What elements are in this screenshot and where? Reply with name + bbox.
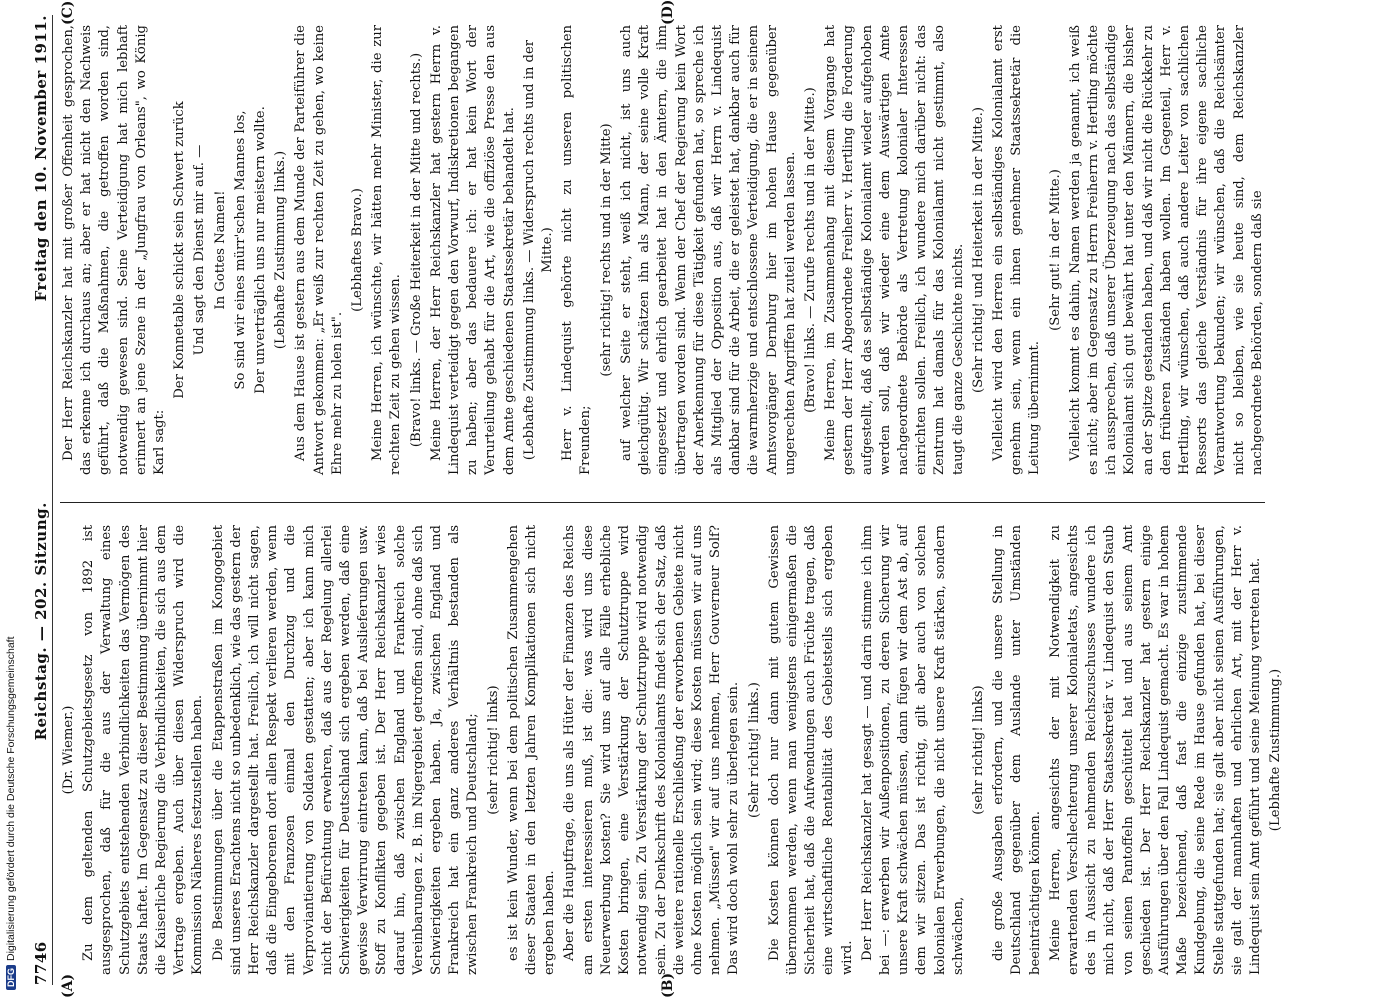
paragraph: In Gottes Namen! [212,190,228,310]
rotated-page-content [20,0,1290,1000]
paragraph: die große Ausgaben erfordern, und die unsere Stellung in Deutschland gegenüber dem Auslande unter Umständen beeinträchtigen können. [991,525,1043,975]
margin-marker-c: (C) [60,0,76,25]
paragraph: Der Herr Reichskanzler hat mit großer Offenheit gesprochen, das erkenne ich durchaus an; aber er hat nicht den Nachweis geführt, daß die Maßnahmen, die getroffen worden sind, notwendig gewesen sind. Seine Verteidigung hat mich lebhaft erinnert an jene Szene in der „Jungfrau von Orleans", wo König Karl sagt: [61,25,168,475]
paragraph: (Lebhaftes Bravo.) [350,188,366,312]
paragraph: (sehr richtig! links) [485,685,501,815]
paragraph: Der Herr Reichskanzler hat gesagt — und darin stimme ich ihm bei —: erwerben wir Außenpositionen, zu deren Sicherung wir unsere Kraft schwächen müssen, dann fügen wir dem Ast ab, auf dem wir sitzen. Das ist richtig, gilt aber auch von solchen kolonialen Erwerbungen, die nicht unsere Kraft stärken, sondern schwächen, [859,525,966,975]
paragraph: (Dr. Wiemer.) [61,705,76,795]
paragraph: (Sehr richtig! links.) [746,682,762,818]
margin-marker-b: (B) [660,972,676,998]
paragraph: Meine Herren, im Zusammenhang mit diesem Vorgange hat gestern der Herr Abgeordnete Freiherr v. Hertling die Forderung aufgestellt, daß das selbständige Kolonialamt wieder aufgehoben werden soll, daß wir wieder eine dem Auswärtigen Amte nachgeordnete Behörde als Vertretung kolonialer Interessen einrichten sollen. Freilich, ich wundere mich darüber nicht: das Zentrum hat damals für das Kolonialamt nicht gestimmt, also taugt die ganze Geschichte nichts. [823,25,966,475]
paragraph: Aus dem Hause ist gestern aus dem Munde der Parteiführer die Antwort gekommen: „Er weiß zur rechten Zeit zu gehen, wo keine Ehre mehr zu holen ist". [293,25,345,475]
paragraph: Meine Herren, angesichts der mit Notwendigkeit zu erwartenden Verschlechterung unserer Kolonialetats, angesichts des in Aussicht zu nehmenden Reichszuschusses wundere ich mich nicht, daß der Herr Staatssekretär v. Lindequist den Staub von seinen Pantoffeln geschüttelt hat und aus seinem Amt geschieden ist. Der Herr Reichskanzler hat gestern einige Ausführungen über den Fall Lindequist gemacht. Es war in hohem Maße bezeichnend, daß fast die einzige zustimmende Kundgebung, die seine Rede im Hause gefunden hat, bei dieser Stelle stattgefunden hat; sie galt aber nicht seinen Ausführungen, sie galt der mannhaften und ehrlichen Art, mit der Herr v. Lindequist sein Amt geführt und seine Meinung vertreten hat. [1047,525,1263,975]
paragraph: (Lebhafte Zustimmung.) [1268,668,1284,832]
paragraph: Meine Herren, ich wünschte, wir hätten mehr Minister, die zur rechten Zeit zu gehen wissen. [370,25,404,475]
right-column [60,25,1269,475]
paragraph: Der unverträglich uns nur meistern wollte. [253,106,269,394]
paragraph: So sind wir eines mürr'schen Mannes los, [232,110,248,390]
paragraph: (Sehr gut! in der Mitte.) [1047,169,1063,331]
paragraph: Vielleicht kommt es dahin, Namen werden ja genannt, ich weiß es nicht; aber im Gegensatz zu Herrn Freiherrn v. Hertling möchte ich aussprechen, daß unserer Überzeugung nach das selbständige Kolonialamt sich gut bewährt hat unter den Männern, die bisher an der Spitze gestanden haben, und daß wir nicht die Rückkehr zu den früheren Zuständen haben wollen. Im Gegenteil, Herr v. Hertling, wir wünschen, daß auch andere Leiter von sachlichen Ressorts das gleiche Verständnis für ihre eigene sachliche Verantwortung bekunden; wir wünschen, daß die Reichsämter nicht so bleiben, wie sie heute sind, dem Reichskanzler nachgeordnete Behörden, sondern daß sie [1067,25,1265,475]
digitization-credit [4,600,18,990]
session-title: Reichstag. — 202. Sitzung. [32,502,50,741]
left-column [60,525,1287,975]
paragraph: (Bravo! links. — Zurufe rechts und in der Mitte.) [802,87,818,413]
paragraph: Der Konnetable schickt sein Schwert zurück [172,101,188,399]
paragraph: (Bravo! links. — Große Heiterkeit in der Mitte und rechts.) [408,52,424,448]
paragraph: Meine Herren, der Herr Reichskanzler hat gestern Herrn v. Lindequist verteidigt gegen den Vorwurf, Indiskretionen begangen zu haben; aber das bedauere ich: er hat kein Wort der Verurteilung gehabt für die Art, wie die offiziöse Presse den aus dem Amte geschiedenen Staatssekretär behandelt hat. [428,25,517,475]
paragraph: (Lebhafte Zustimmung links.) [273,150,289,350]
paragraph: (sehr richtig! links) [970,685,986,815]
paragraph: Herr v. Lindequist gehörte nicht zu unseren politischen Freunden; [560,25,594,475]
page-header [30,15,53,985]
paragraph: Die Kosten können doch nur dann mit gutem Gewissen übernommen werden, wenn man wenigstens einigermaßen die Sicherheit hat, daß die Aufwendungen auch Früchte tragen, daß eine wirtschaftliche Rentabilität des Gebietsteils sich ergeben wird. [766,525,855,975]
paragraph: Vielleicht wird den Herren ein selbständiges Kolonialamt erst genehm sein, wenn ein ihnen genehmer Staatssekretär die Leitung übernimmt. [990,25,1043,475]
paragraph: auf welcher Seite er steht, weiß ich nicht, ist uns auch gleichgültig. Wir schätzen ihn als Mann, der seine volle Kraft eingesetzt und ehrlich gearbeitet hat in den Ämtern, die ihm übertragen worden sind. Wenn der Chef der Regierung kein Wort der Anerkennung für diese Tätigkeit gefunden hat, so spreche ich als Mitglied der Opposition aus, daß wir Herrn v. Lindequist dankbar sind für die Arbeit, die er geleistet hat, dankbar auch für die warmherzige und entschlossene Verteidigung, die er in seinem Amtsvorgänger Dernburg hier im hohen Hause gegenüber ungerechten Angriffen hat zuteil werden lassen. [618,25,798,475]
paragraph: Die Bestimmungen über die Etappenstraßen im Kongogebiet sind unseres Erachtens nicht so unbedenklich, wie das gestern der Herr Reichskanzler dargestellt hat. Freilich, ich will nicht sagen, daß die Eingeborenen dort allen Respekt verlieren werden, wenn mit den Franzosen einmal den Durchzug und die Verproviantierung von Soldaten gestatten; aber ich kann mich nicht der Befürchtung erwehren, daß aus der Regelung allerlei Schwierigkeiten für Deutschland sich ergeben werden, daß eine gewisse Verwirrung eintreten kann, daß bei Auslieferungen usw. Stoff zu Konflikten gegeben ist. Der Herr Reichskanzler wies darauf hin, daß zwischen England und Frankreich solche Vereinbarungen z. B. im Nigergebiet getroffen sind, ohne daß sich Schwierigkeiten ergeben haben. Ja, zwischen England und Frankreich hat ein ganz anderes Verhältnis bestanden als zwischen Frankreich und Deutschland; [210,525,481,975]
dfg-logo: DFG [6,965,16,990]
paragraph: (Sehr richtig! und Heiterkeit in der Mitte.) [970,107,986,393]
margin-marker-a: (A) [60,973,76,998]
paragraph: (sehr richtig! rechts und in der Mitte) [598,123,614,377]
paragraph: Zu dem geltenden Schutzgebietsgesetz von 1892 ist ausgesprochen, daß für die aus der Verwaltung eines Schutzgebiets entstehenden Verbindlichkeiten das Vermögen des Staats haftet. Im Gegensatz zu dieser Bestimmung übernimmt hier die Kaiserliche Regierung die Verbindlichkeiten, die sich aus dem Vertrage ergeben. Auch über diesen Widerspruch wird die Kommission Näheres festzustellen haben. [81,525,206,975]
margin-marker-d: (D) [660,0,676,25]
credit-text: Digitalisierung gefördert durch die Deutsche Forschungsgemeinschaft [5,636,17,961]
page-number: 7746 [32,941,50,985]
paragraph: es ist kein Wunder, wenn bei dem politischen Zusammengehen dieser Staaten in den letzten Jahren Komplikationen sich nicht ergeben haben. [505,525,558,975]
column-divider [60,502,1265,503]
paragraph: (Lebhafte Zustimmung links. — Widerspruch rechts und in der Mitte.) [521,39,556,461]
paragraph: Aber die Hauptfrage, die uns als Hüter der Finanzen des Reichs am ersten interessieren muß, ist die: was wird uns diese Neuerwerbung kosten? Sie wird uns auf alle Fälle erhebliche Kosten bringen, eine Verstärkung der Schutztruppe wird notwendig sein. Zu Verstärkung der Schutztruppe wird notwendig sein. Zu der Denkschrift des Kolonialamts findet sich der Satz, daß die weitere rationelle Erschließung der erworbenen Gebiete nicht ohne Kosten möglich sein wird; diese Kosten müssen wir auf uns nehmen. „Müssen" wir auf uns nehmen, Herr Gouverneur Solf? Das wird doch wohl sehr zu überlegen sein. [562,525,742,975]
session-date: Freitag den 10. November 1911. [32,15,50,302]
paragraph: Und sagt den Dienst mir auf. — [192,144,208,356]
